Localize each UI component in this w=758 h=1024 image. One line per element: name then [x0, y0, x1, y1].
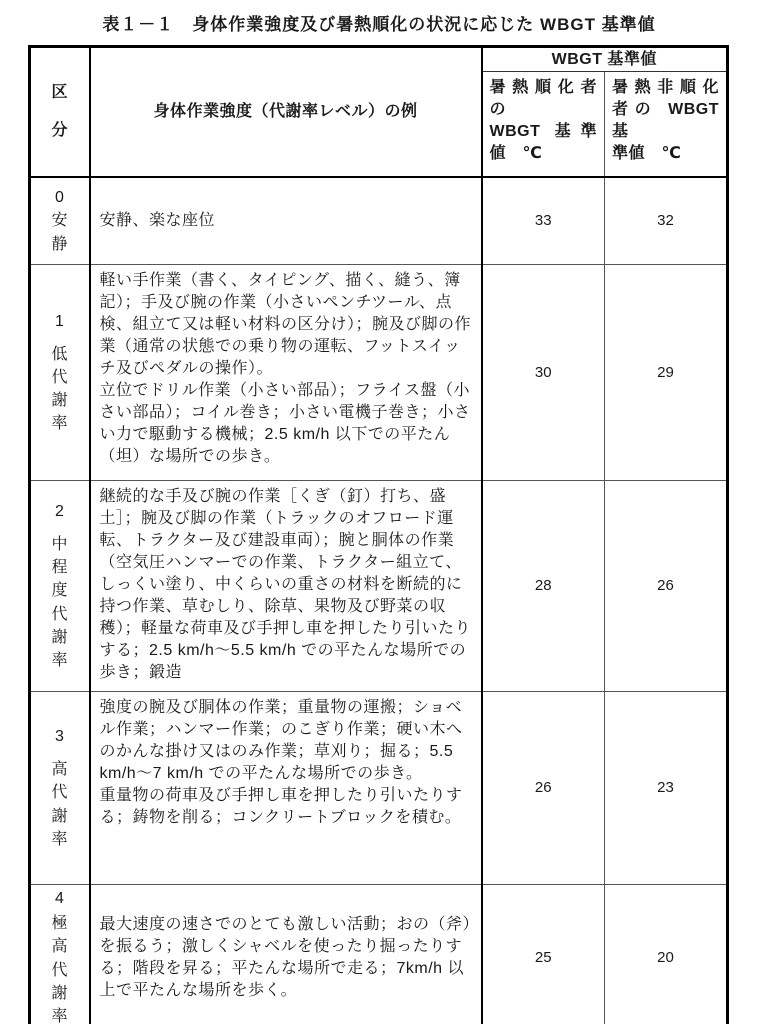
header-line: の	[489, 101, 507, 118]
header-wbgt-group-label: WBGT 基準値	[551, 50, 657, 68]
wbgt-table	[28, 45, 729, 1024]
acclimatized-value: 25	[482, 885, 605, 1024]
category-cell	[30, 481, 90, 692]
category-stack	[51, 310, 69, 436]
non-acclimatized-value: 23	[605, 692, 728, 885]
example-paragraph: 重量物の荷車及び手押し車を押したり引いたりする；鋳物を削る；コンクリートブロックを積む。	[99, 787, 463, 826]
category-label: 高代謝率	[51, 761, 68, 848]
header-row-group	[30, 47, 728, 72]
non-acclimatized-value: 32	[605, 177, 728, 265]
example-paragraph: 立位でドリル作業（小さい部品）；フライス盤（小さい部品）；コイル巻き；小さい電機子巻き；小さい力で駆動する機械；2.5 km/h 以下での平たん（坦）な場所での歩き。	[99, 382, 471, 465]
category-number: 3	[55, 728, 65, 746]
header-line: 準値 ℃	[612, 145, 682, 162]
header-category	[30, 47, 90, 178]
example-paragraph: 安静、楽な座位	[99, 212, 216, 229]
example-paragraph: 最大速度の速さでのとても激しい活動；おの（斧）を振るう；激しくシャベルを使ったり掘ったりする；階段を昇る；平たんな場所で走る；7km/h 以上で平たんな場所を歩く。	[99, 915, 472, 999]
category-cell	[30, 265, 90, 481]
category-stack	[51, 500, 69, 672]
non-acclimatized-value: 26	[605, 481, 728, 692]
category-label: 低代謝率	[51, 345, 68, 433]
category-number: 2	[55, 502, 65, 520]
acclimatized-value: 33	[482, 177, 605, 265]
category-cell	[30, 177, 90, 265]
category-label: 中程度代謝率	[51, 536, 68, 669]
examples-cell	[90, 177, 482, 265]
category-stack	[51, 725, 69, 851]
examples-cell	[90, 692, 482, 885]
category-cell	[30, 692, 90, 885]
non-acclimatized-value: 20	[605, 885, 728, 1024]
category-number: 1	[55, 312, 65, 330]
category-label: 安静	[51, 212, 68, 253]
header-line: 値 ℃	[489, 145, 543, 162]
example-paragraph: 軽い手作業（書く、タイピング、描く、縫う、簿記）；手及び腕の作業（小さいペンチツール、点検、組立て又は軽い材料の区分け）；腕及び脚の作業（通常の状態での乗り物の運転、フットスイッチ及びペダルの操作）。	[99, 272, 472, 377]
examples-cell	[90, 481, 482, 692]
acclimatized-value: 30	[482, 265, 605, 481]
category-number: 4	[55, 889, 65, 907]
example-paragraph: 強度の腕及び胴体の作業；重量物の運搬；ショベル作業；ハンマー作業；のこぎり作業；硬い木へのかんな掛け又はのみ作業；草刈り；掘る；5.5 km/h～7 km/h での平たんな場所での歩き。	[99, 699, 463, 782]
table-row	[30, 481, 728, 692]
header-line: 暑熱非順化	[612, 79, 720, 96]
table-row	[30, 692, 728, 885]
category-cell	[30, 885, 90, 1024]
header-category-label: 区分	[51, 83, 68, 139]
header-line: 暑熱順化者	[489, 79, 597, 96]
table-title: 表１－１ 身体作業強度及び暑熱順化の状況に応じた WBGT 基準値	[102, 15, 656, 34]
header-examples-label: 身体作業強度（代謝率レベル）の例	[153, 103, 418, 120]
examples-cell	[90, 885, 482, 1024]
examples-cell	[90, 265, 482, 481]
acclimatized-value: 26	[482, 692, 605, 885]
table-row	[30, 177, 728, 265]
header-examples	[90, 47, 482, 178]
table-row	[30, 265, 728, 481]
header-line: 者の WBGT 基	[612, 101, 720, 140]
category-number: 0	[55, 189, 65, 207]
category-label: 極高代謝率	[51, 915, 68, 1024]
table-row	[30, 885, 728, 1024]
category-stack	[51, 887, 69, 1024]
category-stack	[51, 186, 69, 256]
acclimatized-value: 28	[482, 481, 605, 692]
header-line: WBGT 基準	[489, 123, 597, 140]
header-non-acclimatized	[605, 72, 728, 178]
example-paragraph: 継続的な手及び腕の作業［くぎ（釘）打ち、盛土］；腕及び脚の作業（トラックのオフロード運転、トラクター及び建設車両）；腕と胴体の作業（空気圧ハンマーでの作業、トラクター組立て、しっくい塗り、中くらいの重さの材料を断続的に持つ作業、草むしり、除草、果物及び野菜の収穫）；軽量な荷車及び手押し車を押したり引いたりする；2.5 km/h～5.5 km/h での平たんな場所での歩き；鍛造	[99, 488, 472, 681]
header-acclimatized	[482, 72, 605, 178]
non-acclimatized-value: 29	[605, 265, 728, 481]
header-wbgt-group	[482, 47, 728, 72]
